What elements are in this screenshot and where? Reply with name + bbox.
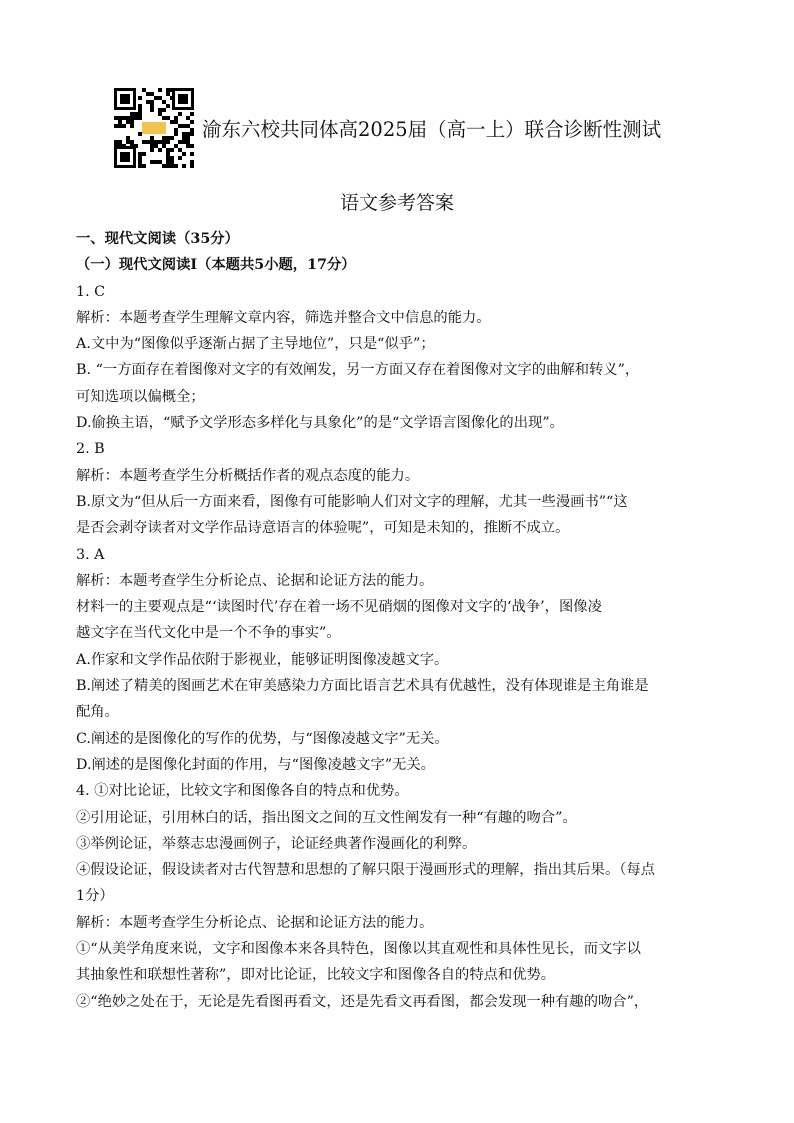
- document-title: 渝东六校共同体高2025届（高一上）联合诊断性测试: [202, 118, 662, 141]
- text-line: 3. A: [76, 546, 105, 563]
- text-line: 材料一的主要观点是“‘读图时代’存在着一场不见硝烟的图像对文字的‘战争’，图像凌: [76, 599, 602, 616]
- text-line: 其抽象性和联想性著称”，即对比论证，比较文字和图像各自的特点和优势。: [76, 967, 556, 984]
- text-line: 解析：本题考查学生分析论点、论据和论证方法的能力。: [76, 914, 434, 931]
- text-line: 越文字在当代文化中是一个不争的事实”。: [76, 625, 341, 642]
- text-line: C.阐述的是图像化的写作的优势，与“图像凌越文字”无关。: [76, 730, 449, 747]
- section-heading: （一）现代文阅读Ⅰ（本题共5小题，17分）: [76, 257, 356, 274]
- text-line: A.文中为“图像似乎逐渐占据了主导地位”，只是“似乎”；: [76, 336, 435, 353]
- text-line: ②引用论证，引用林白的话，指出图文之间的互文性阐发有一种“有趣的吻合”。: [76, 809, 577, 826]
- text-line: 解析：本题考查学生分析论点、论据和论证方法的能力。: [76, 572, 434, 589]
- text-line: D.偷换主语，“赋予文学形态多样化与具象化”的是“文学语言图像化的出现”。: [76, 415, 564, 432]
- text-line: ③举例论证，举蔡志忠漫画例子，论证经典著作漫画化的利弊。: [76, 835, 477, 852]
- text-line: 1分）: [76, 888, 114, 905]
- text-line: B. “一方面存在着图像对文字的有效阐发，另一方面又存在着图像对文字的曲解和转义”，: [76, 362, 640, 379]
- section-heading: 一、现代文阅读（35分）: [76, 231, 239, 247]
- text-line: 配角。: [76, 704, 119, 721]
- text-line: 解析：本题考查学生理解文章内容，筛选并整合文中信息的能力。: [76, 309, 491, 326]
- text-line: A.作家和文学作品依附于影视业，能够证明图像凌越文字。: [76, 651, 449, 668]
- text-line: B.原文为“但从后一方面来看，图像有可能影响人们对文字的理解，尤其一些漫画书”“这: [76, 493, 628, 510]
- text-line: ④假设论证，假设读者对古代智慧和思想的了解只限于漫画形式的理解，指出其后果。（每点: [76, 862, 656, 879]
- document-header: [112, 86, 732, 170]
- answer-key-heading: 语文参考答案: [339, 192, 454, 214]
- text-line: 2. B: [76, 441, 105, 458]
- answer-content: [76, 226, 720, 1015]
- text-line: B.阐述了精美的图画艺术在审美感染力方面比语言艺术具有优越性，没有体现谁是主角谁是: [76, 678, 649, 695]
- text-line: 可知选项以偏概全；: [76, 388, 205, 405]
- text-line: 解析：本题考查学生分析概括作者的观点态度的能力。: [76, 467, 420, 484]
- text-line: 是否会剥夺读者对文学作品诗意语言的体验呢”，可知是未知的，推断不成立。: [76, 520, 570, 537]
- text-line: 1. C: [76, 283, 106, 300]
- text-line: ②“绝妙之处在于，无论是先看图再看文，还是先看文再看图，都会发现一种有趣的吻合”，: [76, 993, 649, 1010]
- text-line: D.阐述的是图像化封面的作用，与“图像凌越文字”无关。: [76, 756, 435, 773]
- qr-code-icon: [112, 86, 196, 170]
- text-line: ①“从美学角度来说，文字和图像本来各具特色，图像以其直观性和具体性见长，而文字以: [76, 941, 641, 958]
- text-line: 4. ①对比论证，比较文字和图像各自的特点和优势。: [76, 783, 409, 800]
